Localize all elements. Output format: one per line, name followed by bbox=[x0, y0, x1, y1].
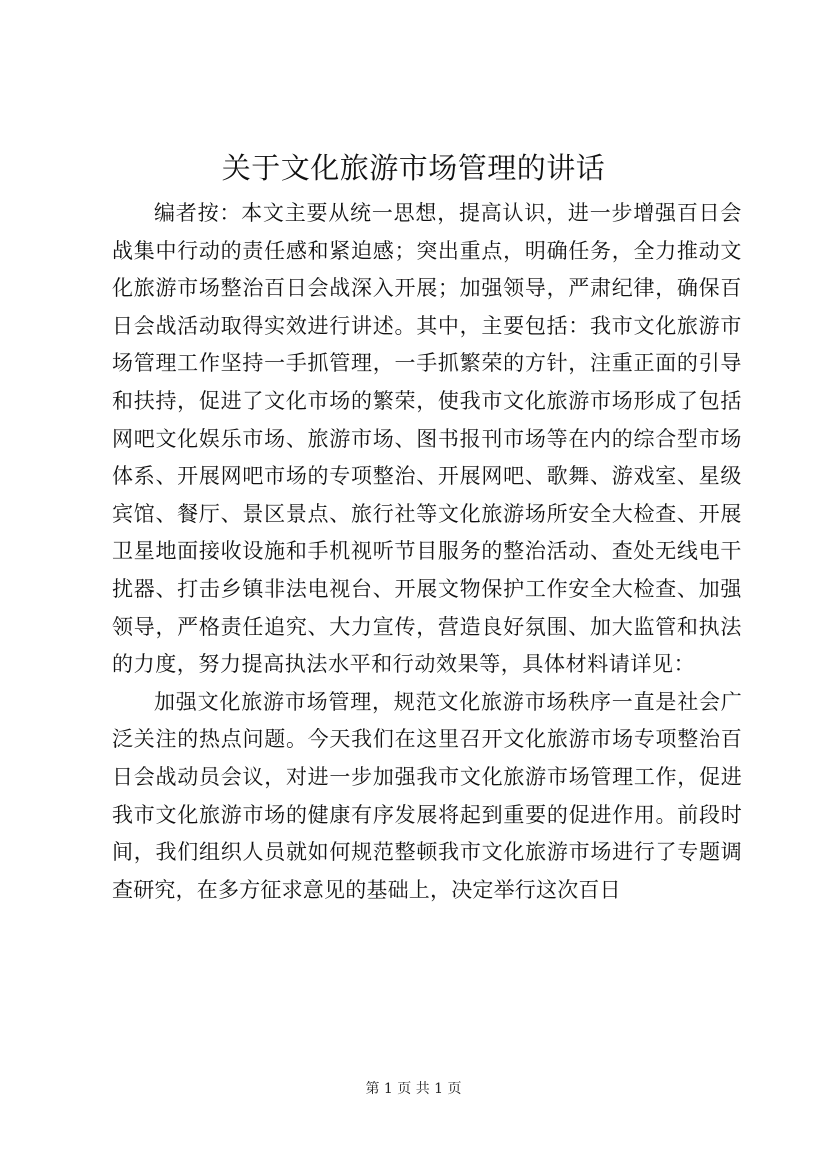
document-title: 关于文化旅游市场管理的讲话 bbox=[221, 151, 606, 185]
document-body bbox=[112, 195, 742, 909]
editor-note-paragraph: 编者按：本文主要从统一思想，提高认识，进一步增强百日会战集中行动的责任感和紧迫感；突出重点，明确任务，全力推动文化旅游市场整治百日会战深入开展；加强领导，严肃纪律，确保百日会战活动取得实效进行讲述。其中，主要包括：我市文化旅游市场管理工作坚持一手抓管理，一手抓繁荣的方针，注重正面的引导和扶持，促进了文化市场的繁荣，使我市文化旅游市场形成了包括网吧文化娱乐市场、旅游市场、图书报刊市场等在内的综合型市场体系、开展网吧市场的专项整治、开展网吧、歌舞、游戏室、星级宾馆、餐厅、景区景点、旅行社等文化旅游场所安全大检查、开展卫星地面接收设施和手机视听节目服务的整治活动、查处无线电干扰器、打击乡镇非法电视台、开展文物保护工作安全大检查、加强领导，严格责任追究、大力宣传，营造良好氛围、加大监管和执法的力度，努力提高执法水平和行动效果等，具体材料请详见： bbox=[112, 201, 742, 677]
body-paragraph: 加强文化旅游市场管理，规范文化旅游市场秩序一直是社会广泛关注的热点问题。今天我们在这里召开文化旅游市场专项整治百日会战动员会议，对进一步加强我市文化旅游市场管理工作，促进我市文化旅游市场的健康有序发展将起到重要的促进作用。前段时间，我们组织人员就如何规范整顿我市文化旅游市场进行了专题调查研究，在多方征求意见的基础上，决定举行这次百日 bbox=[112, 689, 742, 902]
page-footer: 第 1 页 共 1 页 bbox=[365, 1081, 462, 1097]
